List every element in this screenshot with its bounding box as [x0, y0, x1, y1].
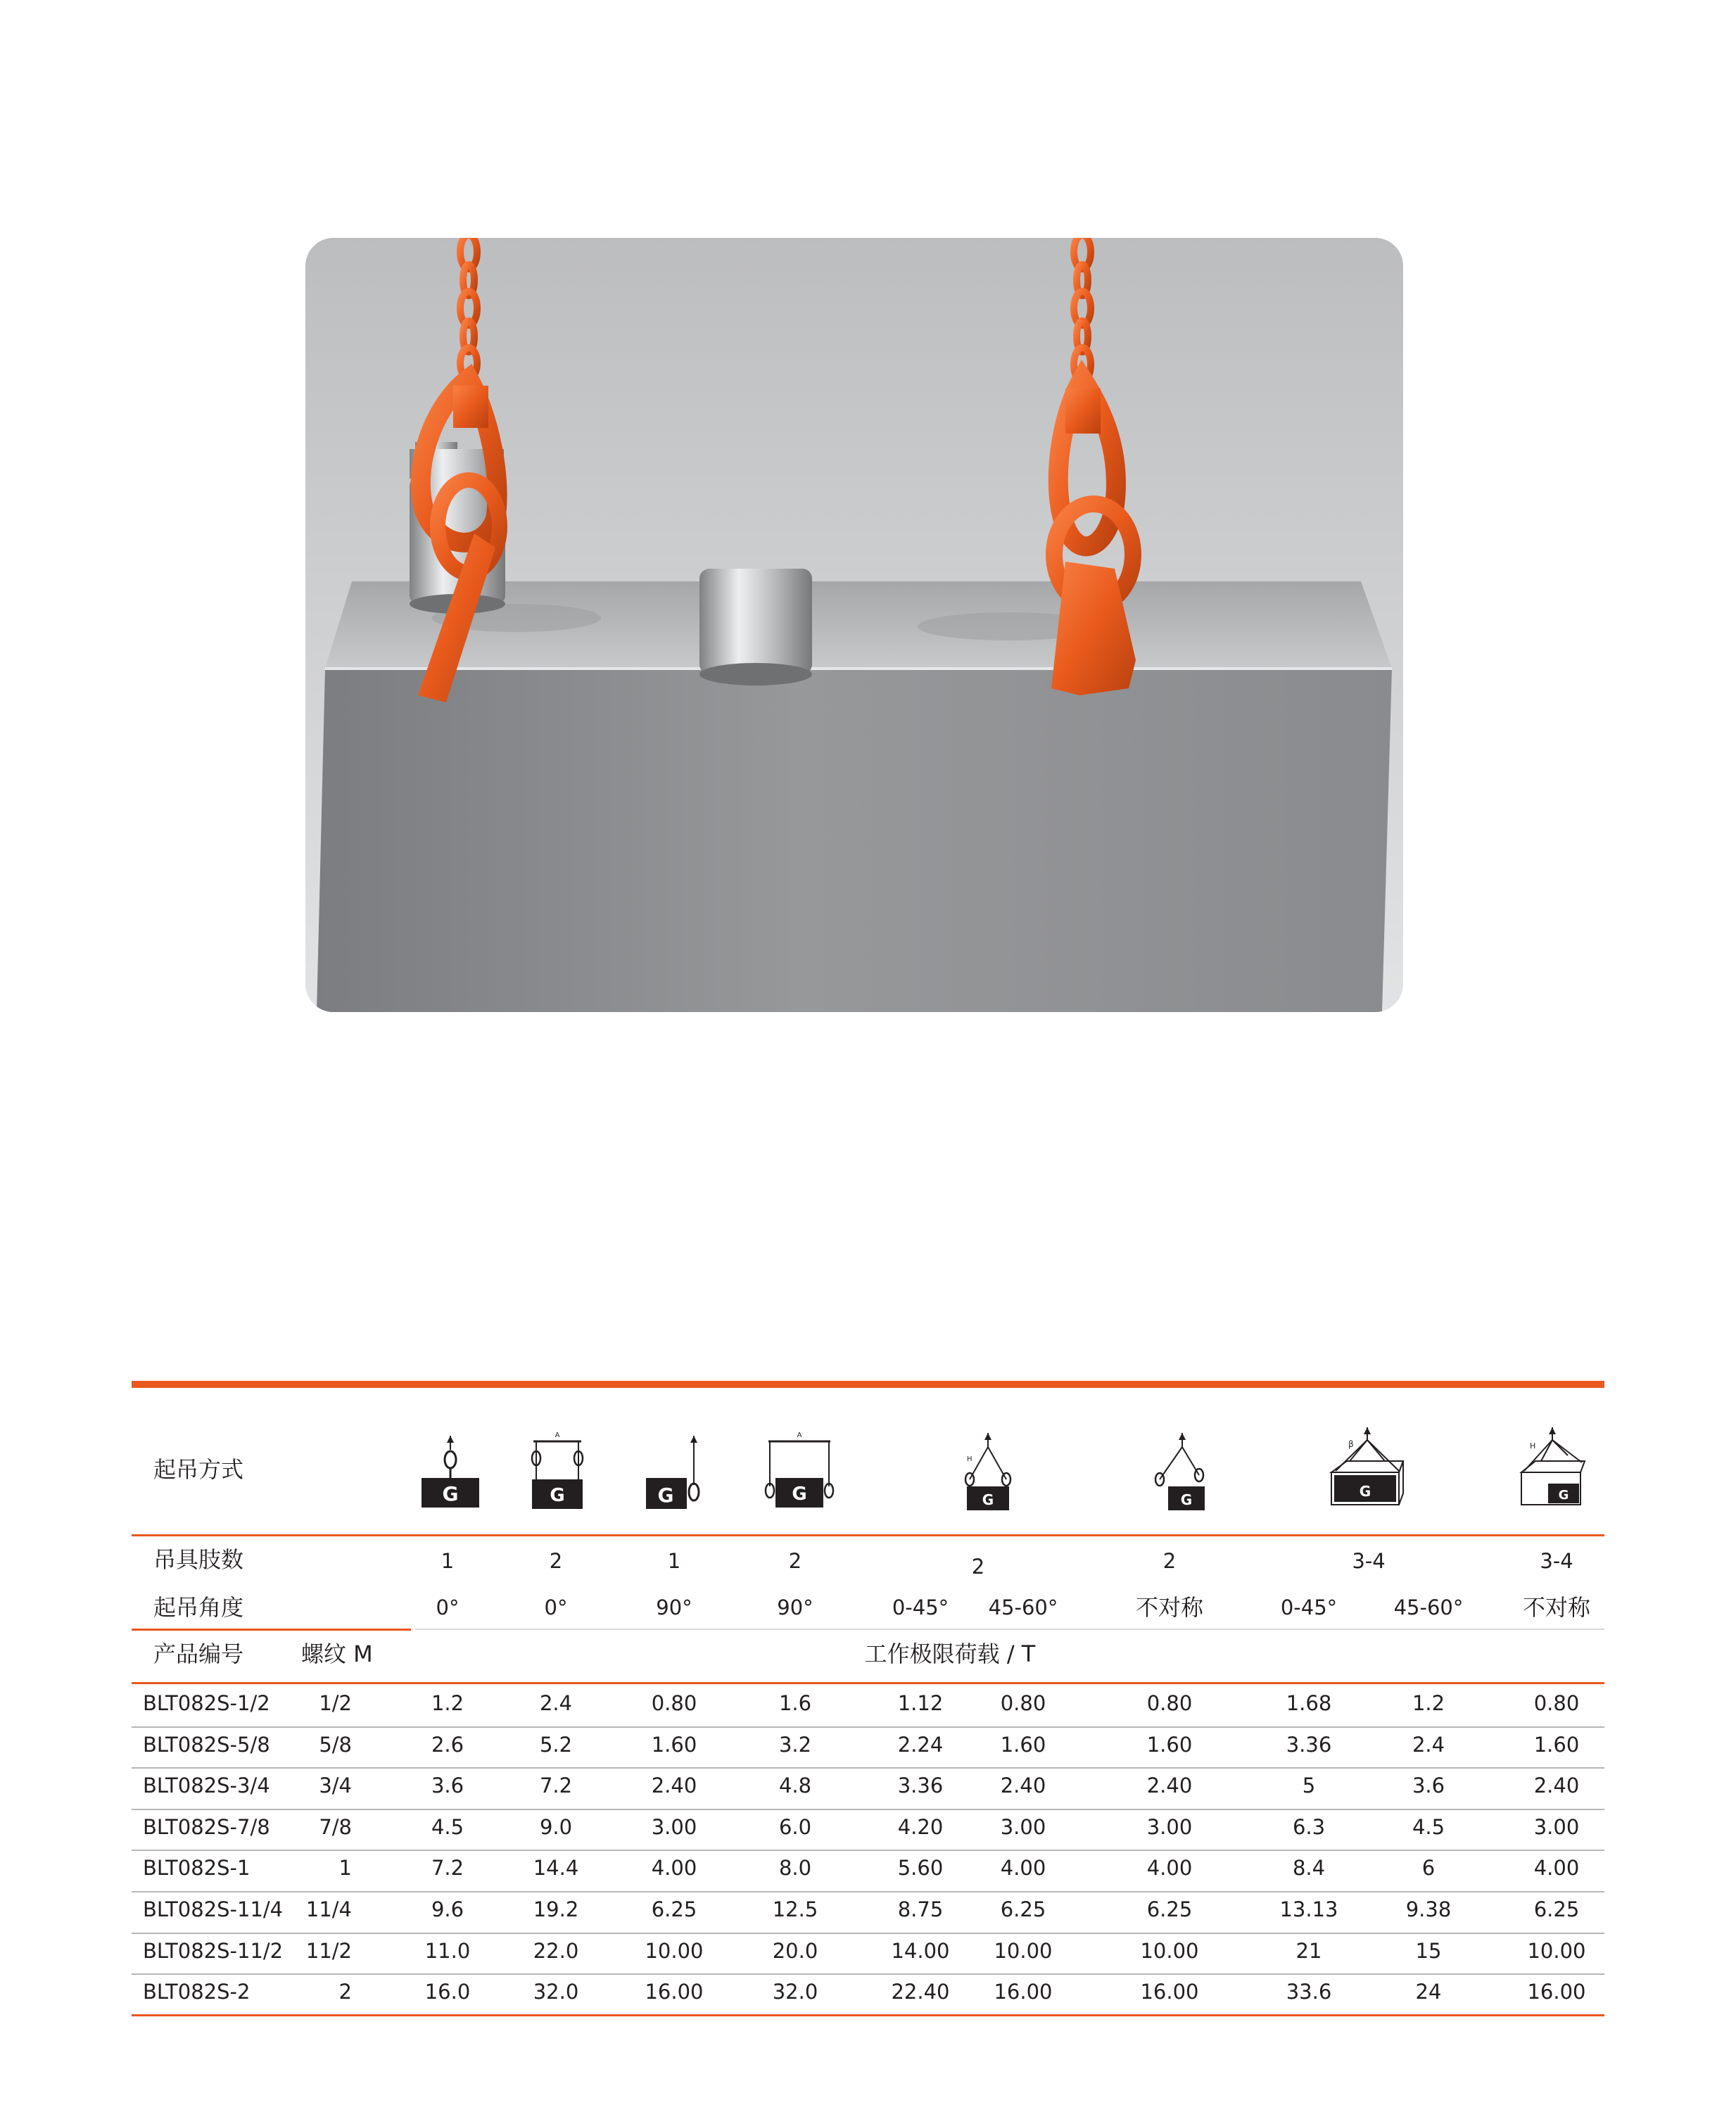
wll-cell: 1.60: [651, 1733, 697, 1757]
single-leg-vertical-icon: [419, 1436, 482, 1513]
thread-cell: 11/2: [305, 1939, 352, 1963]
svg-text:G: G: [442, 1482, 459, 1505]
label-lifting-method: 起吊方式: [153, 1456, 244, 1483]
wll-cell: 4.00: [1533, 1856, 1580, 1880]
wll-cell: 2.4: [539, 1691, 573, 1715]
wll-cell: 10.00: [645, 1939, 704, 1963]
wll-cell: 7.2: [431, 1856, 464, 1880]
wll-cell: 6.3: [1292, 1815, 1326, 1839]
wll-cell: 3.6: [1412, 1774, 1445, 1797]
wll-cell: 3.2: [778, 1733, 812, 1757]
thread-cell: 11/4: [305, 1897, 352, 1921]
product-code-cell: BLT082S-1/2: [143, 1691, 270, 1715]
angle-value: 0-45°: [1280, 1595, 1338, 1619]
row-divider: [132, 1973, 1604, 1975]
wll-cell: 15: [1415, 1939, 1442, 1963]
row-divider: [132, 1891, 1604, 1892]
legs-value: 2: [788, 1549, 802, 1573]
four-leg-asymmetric-icon: [1517, 1427, 1588, 1519]
rule-below-header: [132, 1682, 1604, 1684]
photo-objects: [305, 238, 1403, 1012]
wll-cell: 24: [1415, 1980, 1442, 2004]
wll-cell: 8.4: [1292, 1856, 1326, 1880]
wll-cell: 3.00: [651, 1815, 697, 1839]
wll-cell: 1.2: [1412, 1691, 1445, 1715]
wll-cell: 1.60: [1146, 1733, 1193, 1757]
wll-cell: 0.80: [1146, 1691, 1193, 1715]
wll-cell: 3.00: [1533, 1815, 1580, 1839]
wll-cell: 32.0: [772, 1980, 818, 2004]
wll-cell: 2.40: [1000, 1774, 1046, 1797]
wll-cell: 6.25: [651, 1897, 697, 1921]
product-code-cell: BLT082S-5/8: [143, 1733, 270, 1757]
wll-cell: 6.25: [1000, 1897, 1046, 1921]
label-product-code: 产品编号: [153, 1641, 244, 1667]
legs-value: 3-4: [1540, 1549, 1573, 1573]
wll-cell: 2.40: [651, 1774, 697, 1797]
rule-below-icons: [132, 1534, 1604, 1536]
row-divider: [132, 1809, 1604, 1810]
row-divider: [132, 1767, 1604, 1769]
wll-cell: 4.00: [1146, 1856, 1193, 1880]
thread-cell: 3/4: [319, 1774, 352, 1797]
legs-value: 1: [441, 1549, 455, 1573]
thread-cell: 1/2: [319, 1691, 352, 1715]
wll-cell: 10.00: [994, 1939, 1053, 1963]
wll-cell: 10.00: [1527, 1939, 1586, 1963]
wll-cell: 2.40: [1146, 1774, 1193, 1797]
wll-cell: 21: [1295, 1939, 1322, 1963]
angle-value: 0°: [544, 1595, 568, 1619]
wll-cell: 5.60: [897, 1856, 944, 1880]
svg-text:G: G: [982, 1491, 994, 1508]
rule-below-angle-left: [132, 1629, 411, 1631]
single-leg-90deg-icon: [645, 1436, 701, 1513]
wll-cell: 0.80: [651, 1691, 697, 1715]
wll-cell: 4.00: [651, 1856, 697, 1880]
wll-cell: 2.4: [1412, 1733, 1445, 1757]
wll-cell: 20.0: [772, 1939, 818, 1963]
svg-text:G: G: [1180, 1491, 1193, 1508]
wll-cell: 4.00: [1000, 1856, 1046, 1880]
svg-text:H: H: [1530, 1441, 1536, 1451]
two-leg-asymmetric-icon: [1154, 1433, 1210, 1517]
angle-value: 90°: [777, 1595, 813, 1619]
wll-cell: 0.80: [1000, 1691, 1046, 1715]
rule-table-bottom: [132, 2014, 1604, 2016]
wll-cell: 19.2: [533, 1897, 579, 1921]
svg-text:A: A: [555, 1432, 560, 1439]
product-code-cell: BLT082S-11/2: [143, 1939, 284, 1963]
wll-cell: 6.0: [778, 1815, 812, 1839]
wll-cell: 12.5: [772, 1897, 818, 1921]
svg-text:A: A: [797, 1432, 802, 1439]
wll-cell: 2.24: [897, 1733, 944, 1757]
wll-cell: 0.80: [1533, 1691, 1580, 1715]
wll-cell: 9.6: [431, 1897, 464, 1921]
legs-value: 2: [549, 1549, 563, 1573]
wll-cell: 22.0: [533, 1939, 579, 1963]
svg-text:G: G: [1359, 1483, 1371, 1500]
two-leg-angled-icon: [960, 1433, 1016, 1517]
two-leg-90deg-icon: [764, 1429, 835, 1513]
wll-cell: 1.60: [1000, 1733, 1046, 1757]
row-divider: [132, 1850, 1604, 1851]
label-thread: 螺纹 M: [301, 1641, 373, 1667]
wll-cell: 4.5: [1412, 1815, 1445, 1839]
wll-cell: 6.25: [1146, 1897, 1193, 1921]
wll-cell: 4.8: [778, 1774, 812, 1797]
wll-cell: 22.40: [891, 1980, 950, 2004]
label-wll: 工作极限荷载 / T: [864, 1641, 1036, 1667]
wll-cell: 2.6: [431, 1733, 464, 1757]
angle-value: 不对称: [1522, 1594, 1590, 1621]
thread-cell: 1: [338, 1856, 352, 1880]
legs-value: 3-4: [1352, 1549, 1386, 1573]
angle-value: 0°: [436, 1595, 460, 1619]
wll-cell: 13.13: [1279, 1897, 1338, 1921]
legs-value: 2: [971, 1555, 985, 1579]
wll-cell: 8.0: [778, 1856, 812, 1880]
thread-cell: 2: [338, 1980, 352, 2004]
angle-value: 0-45°: [892, 1595, 949, 1619]
row-divider: [132, 1726, 1604, 1728]
wll-cell: 8.75: [897, 1897, 944, 1921]
legs-value: 2: [1162, 1549, 1177, 1573]
wll-cell: 3.00: [1146, 1815, 1193, 1839]
wll-cell: 2.40: [1533, 1774, 1580, 1797]
label-legs: 吊具肢数: [153, 1546, 244, 1573]
product-code-cell: BLT082S-1: [143, 1856, 251, 1880]
wll-cell: 14.00: [891, 1939, 950, 1963]
legs-value: 1: [667, 1549, 681, 1573]
wll-cell: 4.20: [897, 1815, 944, 1839]
wll-cell: 1.60: [1533, 1733, 1580, 1757]
svg-text:β: β: [1348, 1439, 1354, 1449]
wll-cell: 9.38: [1405, 1897, 1452, 1921]
wll-cell: 16.00: [645, 1980, 704, 2004]
angle-value: 45-60°: [988, 1595, 1058, 1619]
wll-cell: 6: [1421, 1856, 1436, 1880]
angle-value: 90°: [656, 1595, 692, 1619]
product-code-cell: BLT082S-11/4: [143, 1897, 284, 1921]
four-leg-angled-icon: [1329, 1427, 1406, 1519]
svg-text:G: G: [657, 1484, 674, 1507]
wll-cell: 1.2: [431, 1691, 464, 1715]
wll-cell: 33.6: [1286, 1980, 1332, 2004]
thread-cell: 5/8: [319, 1733, 352, 1757]
wll-cell: 6.25: [1533, 1897, 1580, 1921]
wll-cell: 3.00: [1000, 1815, 1046, 1839]
wll-cell: 16.00: [1140, 1980, 1199, 2004]
wll-cell: 11.0: [424, 1939, 471, 1963]
angle-value: 45-60°: [1393, 1595, 1464, 1619]
svg-text:G: G: [792, 1484, 807, 1505]
two-leg-vertical-icon: [529, 1429, 585, 1513]
wll-cell: 32.0: [533, 1980, 579, 2004]
wll-cell: 9.0: [539, 1815, 573, 1839]
wll-cell: 16.0: [424, 1980, 471, 2004]
wll-cell: 1.68: [1286, 1691, 1332, 1715]
wll-cell: 1.6: [778, 1691, 812, 1715]
wll-cell: 1.12: [897, 1691, 944, 1715]
label-angle: 起吊角度: [153, 1594, 244, 1621]
wll-cell: 3.6: [431, 1774, 464, 1797]
wll-cell: 4.5: [431, 1815, 464, 1839]
wll-cell: 3.36: [1286, 1733, 1332, 1757]
svg-text:H: H: [967, 1455, 972, 1463]
angle-value: 不对称: [1135, 1594, 1203, 1621]
thread-cell: 7/8: [319, 1815, 352, 1839]
wll-cell: 5.2: [539, 1733, 573, 1757]
product-code-cell: BLT082S-7/8: [143, 1815, 270, 1839]
svg-text:G: G: [550, 1485, 565, 1506]
rule-below-angle-right: [415, 1629, 1604, 1630]
wll-cell: 16.00: [994, 1980, 1053, 2004]
wll-cell: 14.4: [533, 1856, 579, 1880]
wll-cell: 7.2: [539, 1774, 573, 1797]
svg-text:G: G: [1558, 1488, 1569, 1503]
section-top-rule: [132, 1381, 1604, 1388]
wll-cell: 5: [1302, 1774, 1316, 1797]
wll-cell: 16.00: [1527, 1980, 1586, 2004]
product-code-cell: BLT082S-3/4: [143, 1774, 270, 1797]
wll-cell: 10.00: [1140, 1939, 1199, 1963]
product-code-cell: BLT082S-2: [143, 1980, 251, 2004]
wll-cell: 3.36: [897, 1774, 944, 1797]
row-divider: [132, 1933, 1604, 1934]
